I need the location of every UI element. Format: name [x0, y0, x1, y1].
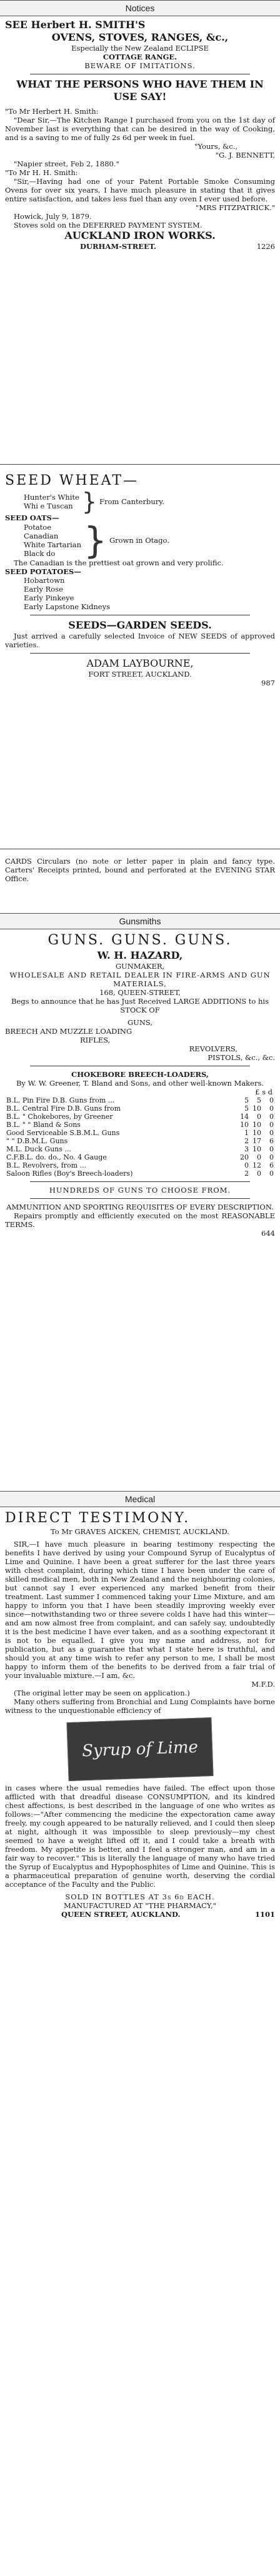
- hazard-address: 168, QUEEN-STREET,: [99, 988, 181, 997]
- hazard-currency: £ s d: [255, 1088, 272, 1096]
- price-shillings: 12: [252, 1161, 261, 1169]
- medical-body3: in cases where the usual remedies have failed. The effect upon those afflicted with that dreadful disease CONSUMPTION, and its kindred chest affections, is best described in the language of one who writes as follows:—"After commencing the medicine the expectoration came away freely, my cough appeared to be naturally relieved, and I could then sleep at night, although it was impossible to sleep previously—my chest seemed to have a weight lifted off it, and I could take a breath with freedom. My appetite is better, and I feel a stronger man, and am in a fair way to recover." This is literally the language of many who have tried the Syrup of Eucalyptus and Hypophosphites of Lime and Quinine. This is a pharmaceutical preparation of genuine worth, deserving the cordial acceptance of the Faculty and the Public.: [5, 1784, 275, 1889]
- price-row: [5, 1113, 275, 1121]
- seed-w1: Hunter's White: [24, 493, 79, 502]
- smith-heading: WHAT THE PERSONS WHO HAVE THEM IN USE SAY!: [16, 78, 264, 103]
- seed-title: SEED WHEAT—: [5, 473, 139, 488]
- medical-body2: Many others suffering from Bronchial and Lung Complaints have borne witness to the unquestionable efficiency of: [5, 1697, 275, 1715]
- section-header-notices: Notices: [0, 0, 280, 16]
- price-shillings: 10: [252, 1104, 261, 1113]
- price-item: Good Serviceable S.B.M.L. Guns: [6, 1129, 120, 1137]
- seed-p4: Early Lapstone Kidneys: [24, 602, 110, 611]
- medical-title: DIRECT TESTIMONY.: [5, 1510, 191, 1526]
- price-pence: 0: [269, 1153, 274, 1161]
- seed-p2: Early Rose: [24, 585, 63, 593]
- hazard-choke: CHOKEBORE BREECH-LOADERS,: [71, 1070, 209, 1079]
- price-pence: 0: [269, 1113, 274, 1121]
- price-item: Saloon Rifles (Boy's Breech-loaders): [6, 1169, 133, 1178]
- smith-addr2: Howick, July 9, 1879.: [14, 212, 92, 221]
- seed-address: FORT STREET, AUCKLAND.: [88, 670, 192, 679]
- hazard-repairs: Repairs promptly and efficiently executed on the most REASONABLE TERMS.: [5, 1211, 275, 1229]
- divider: [30, 653, 250, 654]
- seed-o4: Black do: [24, 549, 56, 558]
- price-item: B.L. " " Bland & Sons: [6, 1121, 81, 1129]
- smith-sig2: "MRS FITZPATRICK.": [195, 203, 275, 212]
- seed-arrived: Just arrived a carefully selected Invoice of NEW SEEDS of approved varieties.: [5, 632, 275, 649]
- price-shillings: 10: [252, 1129, 261, 1137]
- price-pounds: 14: [240, 1113, 249, 1121]
- price-item: B.L. Revolvers, from ...: [6, 1161, 87, 1169]
- price-row: [5, 1129, 275, 1137]
- seed-ofrom: Grown in Otago.: [109, 536, 169, 545]
- seed-name: ADAM LAYBOURNE,: [86, 657, 194, 669]
- price-item: B.L. " Chokebores, by Greener: [6, 1113, 113, 1121]
- divider: [0, 464, 280, 465]
- smith-addr1: "Napier street, Feb 2, 1880.": [14, 159, 119, 168]
- price-item: B.L. Central Fire D.B. Guns from: [6, 1104, 121, 1113]
- smith-line2: OVENS, STOVES, RANGES, &c.,: [51, 31, 229, 43]
- hazard-g3: RIFLES,: [80, 1036, 111, 1044]
- smith-terms: Stoves sold on the DEFERRED PAYMENT SYSTEM.: [14, 221, 202, 230]
- seed-seeds: SEEDS—GARDEN SEEDS.: [68, 619, 212, 631]
- cards-text: CARDS Circulars (no note or letter paper in plain and fancy type. Carters' Receipts printed, bound and perforated at the EVENING STAR Office.: [5, 857, 275, 883]
- smith-to1: "To Mr Herbert H. Smith:: [5, 107, 99, 116]
- medical-original: (The original letter may be seen on application.): [14, 1689, 190, 1697]
- seed-w2: Whi e Tuscan: [24, 502, 73, 510]
- price-pounds: 0: [244, 1161, 249, 1169]
- hazard-num: 644: [261, 1229, 275, 1238]
- price-row: [5, 1161, 275, 1169]
- price-pence: 6: [269, 1161, 274, 1169]
- price-pounds: 5: [244, 1104, 249, 1113]
- medical-sold: SOLD IN BOTTLES AT 3s 6d EACH.: [65, 1892, 215, 1901]
- smith-street: DURHAM-STREET.: [80, 242, 156, 251]
- price-pence: 0: [269, 1169, 274, 1178]
- hazard-guns: GUNS. GUNS. GUNS.: [48, 932, 232, 948]
- price-row: [5, 1153, 275, 1161]
- section-header-gunsmiths: Gunsmiths: [0, 913, 280, 929]
- advert-hazard-guns: [0, 929, 280, 1485]
- price-pounds: 10: [240, 1121, 249, 1129]
- brace-icon: }: [84, 519, 107, 562]
- price-pence: 0: [269, 1129, 274, 1137]
- price-pounds: 5: [244, 1096, 249, 1104]
- price-row: [5, 1104, 275, 1113]
- hazard-choke2: By W. W. Greener, T. Bland and Sons, and other well-known Makers.: [16, 1079, 264, 1088]
- medical-to: To Mr GRAVES AICKEN, CHEMIST, AUCKLAND.: [51, 1527, 229, 1536]
- medical-mfd: MANUFACTURED AT "THE PHARMACY,": [64, 1901, 216, 1910]
- hazard-name: W. H. HAZARD,: [97, 949, 183, 961]
- hazard-g4: REVOLVERS,: [189, 1044, 238, 1053]
- hazard-g1: GUNS,: [127, 1018, 153, 1027]
- price-pounds: 20: [240, 1153, 249, 1161]
- price-shillings: 0: [257, 1113, 261, 1121]
- price-pence: 6: [269, 1137, 274, 1145]
- price-pence: 0: [269, 1145, 274, 1153]
- smith-lead: SEE Herbert H. SMITH'S: [5, 19, 146, 31]
- medical-sig: M.F.D.: [251, 1680, 275, 1689]
- price-item: " " D.B.M.L. Guns: [6, 1137, 68, 1145]
- seed-note: The Canadian is the prettiest oat grown and very prolific.: [14, 558, 224, 567]
- price-pence: 0: [269, 1104, 274, 1113]
- smith-line4: COTTAGE RANGE.: [102, 53, 178, 61]
- smith-works: AUCKLAND IRON WORKS.: [64, 230, 216, 241]
- smith-letter2: "Sir,—Having had one of your Patent Portable Smoke Consuming Ovens for over six years, I have much pleasure in stating that it gives entire satisfaction, and takes less fuel than any oven I ever used before.: [5, 177, 275, 203]
- price-item: C.F.B.L. do. do., No. 4 Gauge: [6, 1153, 107, 1161]
- medical-body1: SIR,—I have much pleasure in bearing testimony respecting the benefits I have derived by using your Compound Syrup of Eucalyptus of Lime and Quinine. I have been a great sufferer for the last three years with chest complaint, during which time I have been under the care of skilled medical men, both in New Zealand and the neighbouring colonies, but cannot say I ever experienced any marked benefit from their treatment. Last summer I commenced taking your Lime Mixture, and am happy to inform you that I have been steadily improving weekly ever since—notwithstanding two or three severe colds I have had this winter—and am now almost free from complaint, and can safely say, undoubtedly it is the best medicine I have ever taken, and as a soothing expectorant it is not to be equalled. I give you my name and address, not for publication, but as a guarantee that what I state here is truthful, and should you at any time wish to refer any person to me, I shall be most happy to inform them of the benefits to be derived from a fair trial of your invaluable mixture.—I am, &c.: [5, 1540, 275, 1680]
- price-row: [5, 1145, 275, 1153]
- smith-to2: "To Mr H. H. Smith:: [5, 168, 78, 177]
- section-header-medical: Medical: [0, 1491, 280, 1507]
- price-pounds: 1: [244, 1129, 249, 1137]
- price-row: [5, 1121, 275, 1129]
- seed-wfrom: From Canterbury.: [99, 497, 164, 506]
- smith-line3: Especially the New Zealand ECLIPSE: [71, 44, 209, 53]
- price-item: M.L. Duck Guns ...: [6, 1145, 71, 1153]
- price-pounds: 2: [244, 1169, 249, 1178]
- price-item: B.L. Pin Fire D.B. Guns from ...: [6, 1096, 115, 1104]
- price-shillings: 5: [257, 1096, 261, 1104]
- price-row: [5, 1096, 275, 1104]
- hazard-begs: Begs to announce that he has Just Received LARGE ADDITIONS to his STOCK OF: [11, 997, 269, 1014]
- brace-icon: }: [81, 488, 98, 515]
- smith-num: 1226: [256, 242, 275, 251]
- price-pounds: 2: [244, 1137, 249, 1145]
- price-pence: 0: [269, 1096, 274, 1104]
- seed-o1: Potatoe: [24, 523, 52, 532]
- seed-o2: Canadian: [24, 532, 59, 540]
- smith-sig1: "G. J. BENNETT,: [215, 151, 275, 159]
- price-shillings: 17: [252, 1137, 261, 1145]
- seed-potatoes: SEED POTATOES—: [5, 567, 81, 576]
- smith-line5: BEWARE OF IMITATIONS.: [84, 61, 196, 70]
- hazard-g2: BREECH AND MUZZLE LOADING: [5, 1027, 132, 1036]
- seed-num: 987: [261, 679, 275, 687]
- divider: [30, 1198, 250, 1199]
- hazard-ammo: AMMUNITION AND SPORTING REQUISITES OF EVERY DESCRIPTION.: [6, 1203, 274, 1211]
- hazard-hundreds: HUNDREDS OF GUNS TO CHOOSE FROM.: [49, 1186, 231, 1195]
- price-row: [5, 1137, 275, 1145]
- seed-p3: Early Pinkeye: [24, 593, 74, 602]
- stamp-text: Syrup of Lime: [81, 1737, 199, 1761]
- advert-cards: [0, 854, 280, 907]
- medical-num: 1101: [254, 1910, 275, 1919]
- advert-smith-ovens: [0, 16, 280, 459]
- medical-address: QUEEN STREET, AUCKLAND.: [61, 1910, 181, 1919]
- price-shillings: 0: [257, 1153, 261, 1161]
- hazard-g5: PISTOLS, &c., &c.: [208, 1053, 275, 1062]
- price-shillings: 10: [252, 1145, 261, 1153]
- hazard-trade: GUNMAKER,: [115, 962, 165, 971]
- price-pence: 0: [269, 1121, 274, 1129]
- price-pounds: 3: [244, 1145, 249, 1153]
- syrup-of-lime-stamp: [66, 1717, 213, 1781]
- price-shillings: 0: [257, 1169, 261, 1178]
- price-row: [5, 1169, 275, 1178]
- price-table: [5, 1096, 275, 1178]
- seed-p1: Hobartown: [24, 576, 65, 585]
- smith-yours1: "Yours, &c.,: [194, 142, 238, 151]
- price-shillings: 10: [252, 1121, 261, 1129]
- divider: [30, 1181, 250, 1182]
- seed-o3: White Tartarian: [24, 540, 82, 549]
- smith-letter1: "Dear Sir,—The Kitchen Range I purchased from you on the 1st day of November last is everything that can be desired in the way of Cooking, and is a saving to me of fully 2s 6d per week in fuel.: [5, 116, 275, 142]
- advert-laybourne-seeds: [0, 470, 280, 844]
- hazard-dealer: WHOLESALE AND RETAIL DEALER IN FIRE-ARMS AND GUN MATERIALS,: [9, 971, 271, 988]
- advert-aicken-medical: [0, 1507, 280, 2488]
- seed-oats: SEED OATS—: [5, 513, 59, 522]
